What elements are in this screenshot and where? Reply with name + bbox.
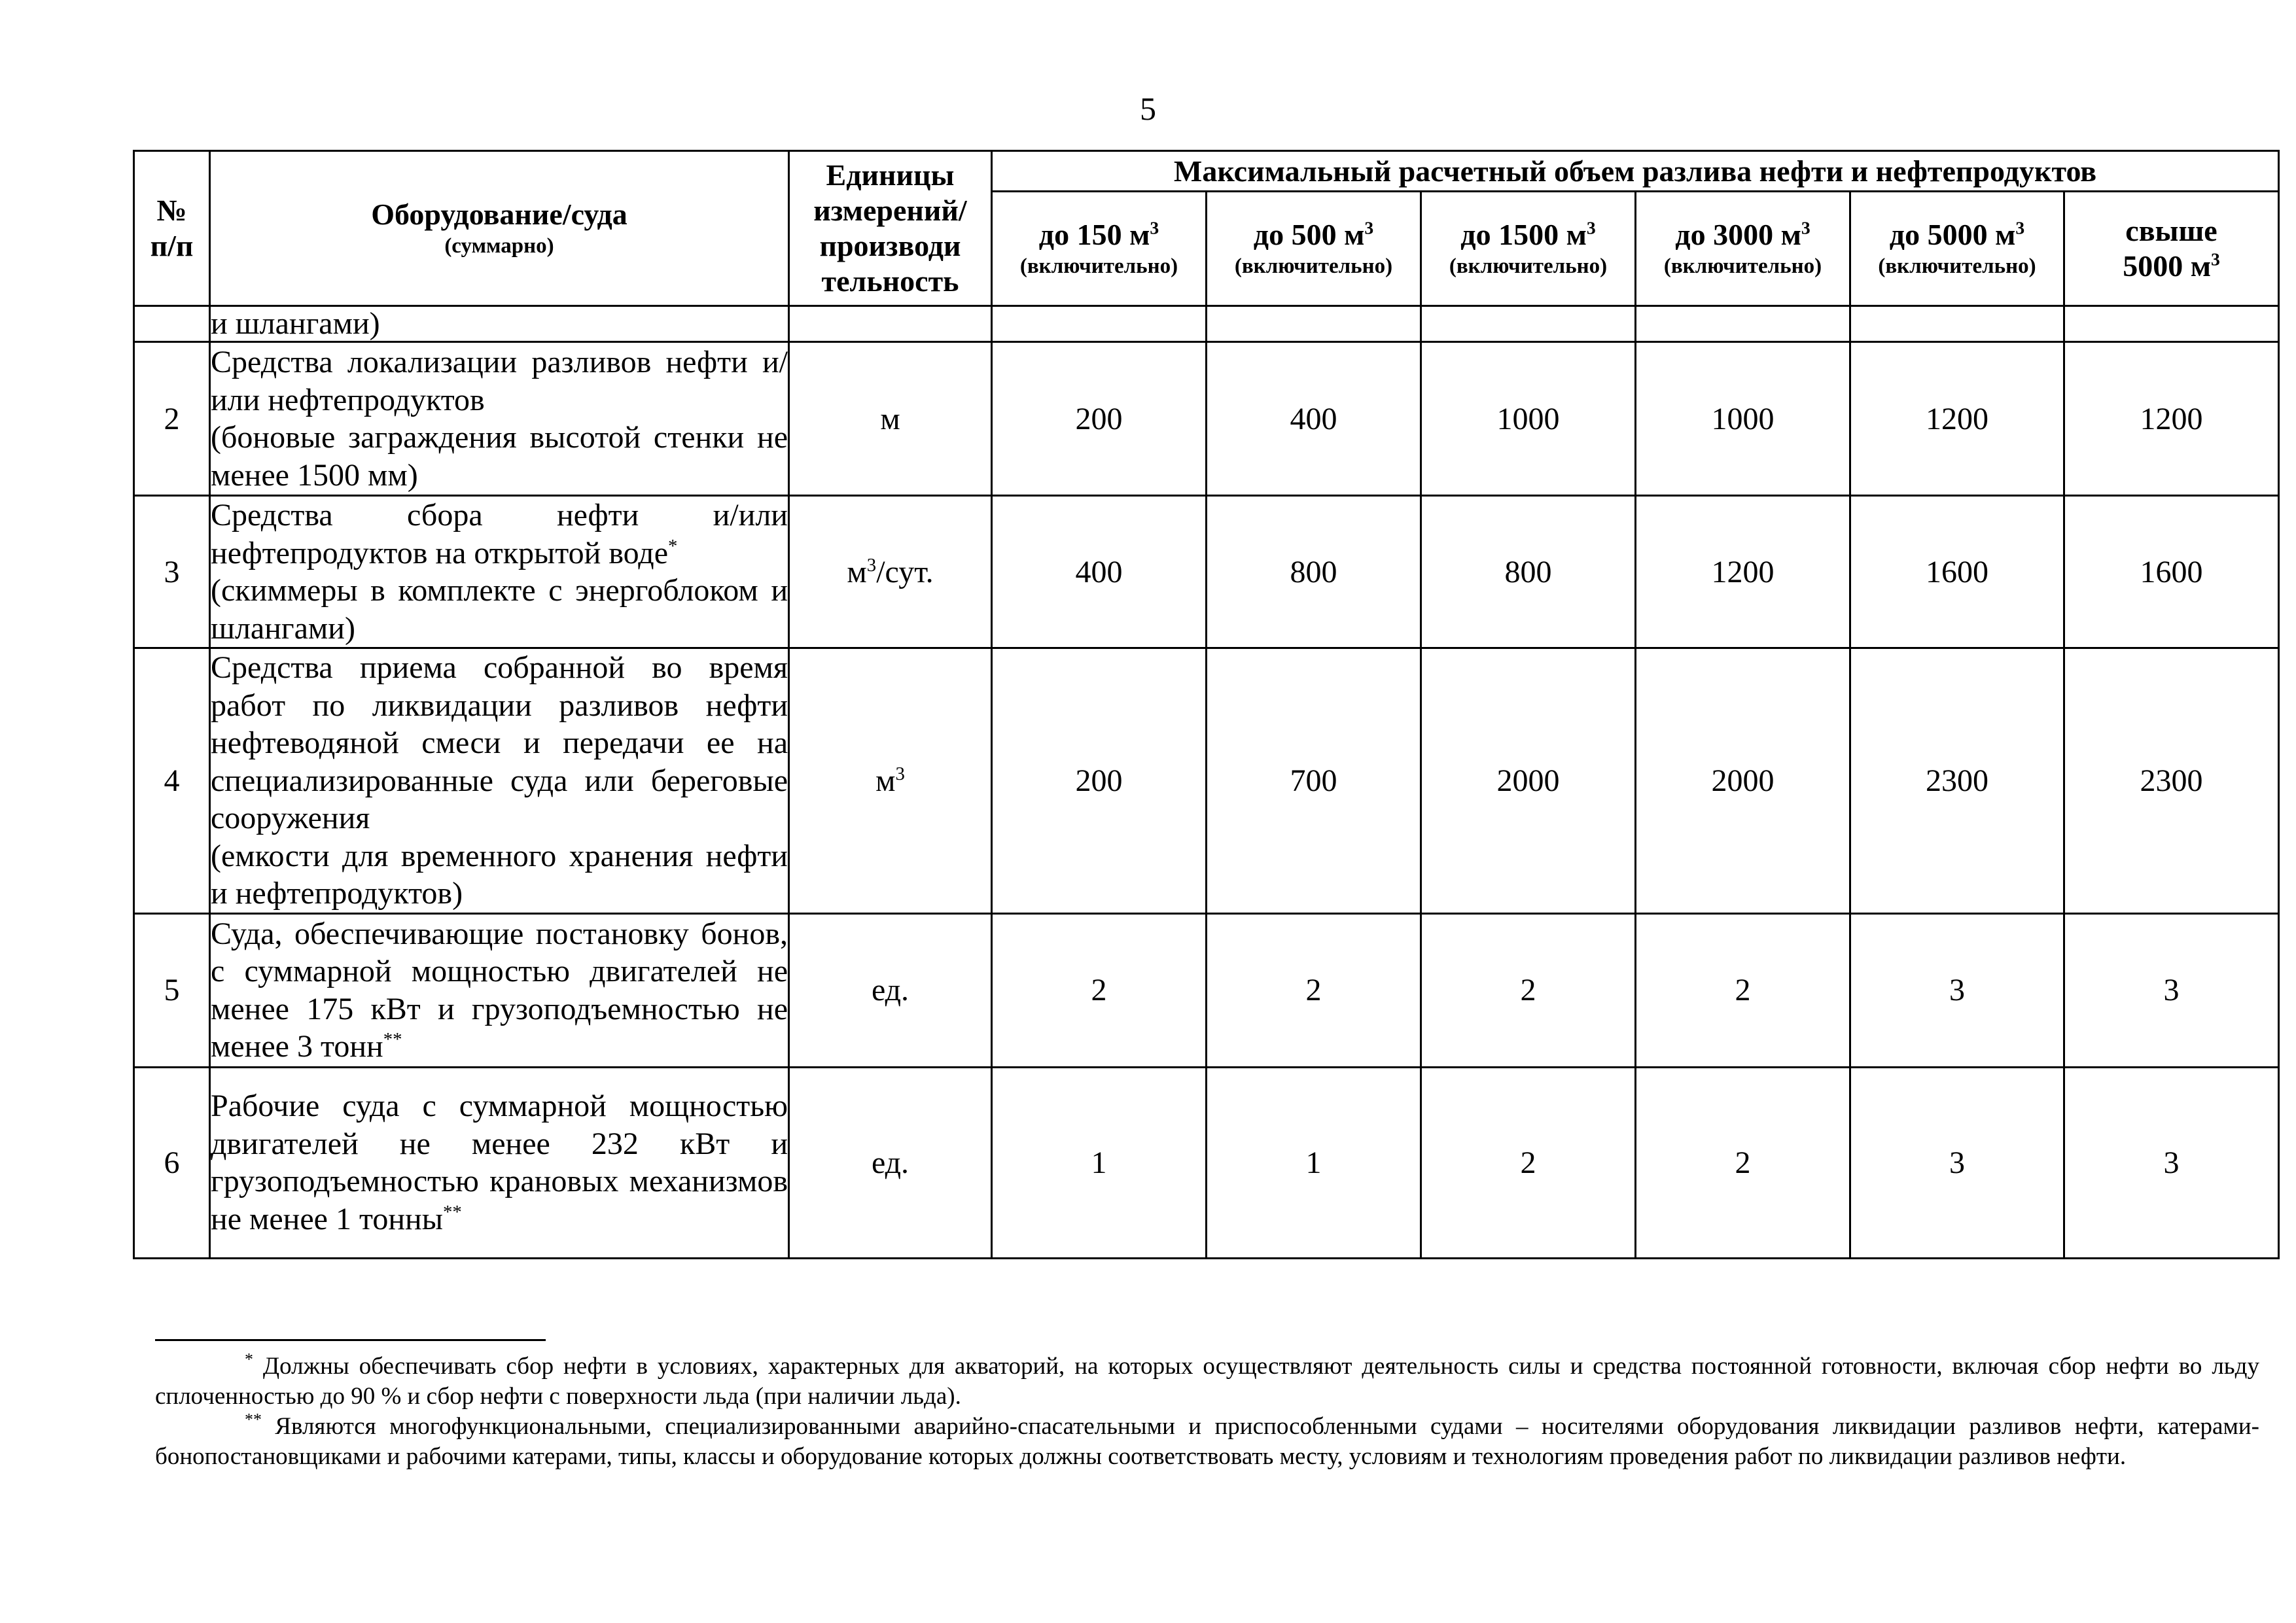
row-value: 700 (1207, 648, 1421, 914)
header-volume-150: до 150 $м^3$ (включительно) (992, 192, 1207, 306)
header-volume-over-5000: свыше 5000 $м^3$ (2064, 192, 2279, 306)
header-volume-5000: до 5000 $м^3$ (включительно) (1850, 192, 2064, 306)
row-value: 1600 (1850, 496, 2064, 648)
row-description: Суда, обеспечивающие постановку бонов, с суммарной мощностью двигателей не менее 175 кВт и грузоподъемностью не менее 3 тонн** (210, 913, 789, 1067)
row-value: 2 (1421, 1067, 1636, 1258)
row-value: 2 (1636, 913, 1850, 1067)
row-value: 1 (992, 1067, 1207, 1258)
row-value: 800 (1421, 496, 1636, 648)
header-volume-500: до 500 $м^3$ (включительно) (1207, 192, 1421, 306)
row-value: 1200 (2064, 342, 2279, 496)
page-number: 5 (1140, 90, 1156, 127)
row-value: 1600 (2064, 496, 2279, 648)
header-units: Единицы измерений/ производи тельность (789, 151, 992, 306)
row-unit: $м^3$ (789, 648, 992, 914)
row-number: 4 (134, 648, 210, 914)
table-row (134, 648, 2279, 914)
header-volume-1500: до 1500 $м^3$ (включительно) (1421, 192, 1636, 306)
row-value: 2000 (1636, 648, 1850, 914)
row-value: 200 (992, 342, 1207, 496)
row-value: 2300 (2064, 648, 2279, 914)
row-unit: ед. (789, 1067, 992, 1258)
row-number: 5 (134, 913, 210, 1067)
row-value: 400 (992, 496, 1207, 648)
row-description: Средства сбора нефти и/или нефтепродуктов на открытой воде* (скиммеры в комплекте с энергоблоком и шлангами) (210, 496, 789, 648)
row-unit: м (789, 342, 992, 496)
row-value: 2 (1636, 1067, 1850, 1258)
row-value: 3 (2064, 913, 2279, 1067)
row-description: Средства локализации разливов нефти и/или нефтепродуктов (боновые заграждения высотой стенки не менее 1500 мм) (210, 342, 789, 496)
row-value: 1000 (1636, 342, 1850, 496)
row-value: 1 (1207, 1067, 1421, 1258)
row-value: 2 (1421, 913, 1636, 1067)
header-num: № п/п (134, 151, 210, 306)
row-value: 3 (1850, 913, 2064, 1067)
table-row-continuation (134, 306, 2279, 342)
row-value: 2300 (1850, 648, 2064, 914)
table-row (134, 913, 2279, 1067)
row-value: 2 (1207, 913, 1421, 1067)
header-volume-3000: до 3000 $м^3$ (включительно) (1636, 192, 1850, 306)
row-description: Рабочие суда с суммарной мощностью двигателей не менее 232 кВт и грузоподъемностью крановых механизмов не менее 1 тонны** (210, 1067, 789, 1258)
row-value: 2 (992, 913, 1207, 1067)
row-unit: $м^3$/сут. (789, 496, 992, 648)
footnote-2: ** Являются многофункциональными, специализированными аварийно-спасательными и приспособленными судами – носителями оборудования ликвидации разливов нефти, катерами-бонопостановщиками и рабочими катерами, типы, классы и оборудование которых должны соответствовать месту, условиям и технологиям проведения работ по ликвидации разливов нефти. (155, 1410, 2259, 1470)
footnotes (155, 1352, 2259, 1472)
row-unit: ед. (789, 913, 992, 1067)
row-value: 1000 (1421, 342, 1636, 496)
row-value: 3 (2064, 1067, 2279, 1258)
row-value: 800 (1207, 496, 1421, 648)
row-value: 400 (1207, 342, 1421, 496)
row-value: 1200 (1636, 496, 1850, 648)
row-value: 2000 (1421, 648, 1636, 914)
table-row (134, 342, 2279, 496)
footnote-1: * Должны обеспечивать сбор нефти в условиях, характерных для акваторий, на которых осуществляют деятельность силы и средства постоянной готовности, включая сбор нефти во льду сплоченностью до 90 % и сбор нефти с поверхности льда (при наличии льда). (155, 1350, 2259, 1410)
header-volume-group: Максимальный расчетный объем разлива нефти и нефтепродуктов (992, 151, 2279, 192)
row-description: Средства приема собранной во время работ по ликвидации разливов нефти нефтеводяной смеси и передачи ее на специализированные суда или береговые сооружения (емкости для временного хранения нефти и нефтепродуктов) (210, 648, 789, 914)
row-value: 200 (992, 648, 1207, 914)
row-value: 1200 (1850, 342, 2064, 496)
continuation-text: и шлангами) (210, 306, 789, 342)
equipment-table (133, 150, 2280, 1259)
row-number: 6 (134, 1067, 210, 1258)
header-equipment: Оборудование/суда (суммарно) (210, 151, 789, 306)
row-number: 2 (134, 342, 210, 496)
row-value: 3 (1850, 1067, 2064, 1258)
row-number: 3 (134, 496, 210, 648)
table-row (134, 496, 2279, 648)
footnote-divider (155, 1339, 546, 1341)
table-row (134, 1067, 2279, 1258)
